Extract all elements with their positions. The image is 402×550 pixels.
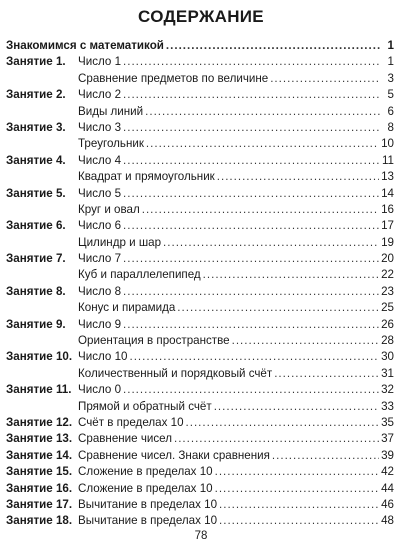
toc-entry [6, 481, 394, 497]
entry-title: Сравнение чисел. Знаки сравнения [78, 448, 270, 462]
lesson-number: Занятие 15. [6, 465, 73, 479]
lesson-number: Занятие 10. [6, 350, 73, 364]
dot-leader [145, 104, 380, 120]
entry-title: Число 1 [78, 55, 122, 69]
entry-line [78, 169, 394, 185]
dot-leader [123, 87, 380, 103]
entry-page-number: 32 [381, 383, 394, 397]
dot-leader [219, 513, 379, 529]
entry-line [78, 415, 394, 431]
dot-leader [123, 120, 380, 136]
dot-leader [270, 71, 380, 87]
entry-page-number: 10 [381, 137, 394, 151]
entry-title: Число 10 [78, 350, 128, 364]
lesson-number: Занятие 4. [6, 153, 66, 167]
toc-entry [6, 317, 394, 333]
entry-line [78, 136, 394, 152]
entry-page-number: 16 [381, 202, 394, 216]
toc-entry [6, 431, 394, 447]
entry-page-number: 44 [381, 481, 394, 495]
dot-leader [203, 267, 379, 283]
entry-line [78, 464, 394, 480]
entry-line [78, 186, 394, 202]
dot-leader [123, 317, 379, 333]
entry-page-number: 17 [381, 219, 394, 233]
dot-leader [215, 481, 380, 497]
lesson-number: Занятие 1. [6, 55, 66, 69]
entry-title: Виды линий [78, 104, 144, 118]
lesson-number: Занятие 13. [6, 432, 73, 446]
lesson-number: Занятие 17. [6, 497, 73, 511]
toc-entry [6, 448, 394, 464]
dot-leader [186, 415, 380, 431]
entry-title: Счёт в пределах 10 [78, 415, 184, 429]
entry-title: Конус и пирамида [78, 301, 176, 315]
lesson-number: Занятие 18. [6, 514, 73, 528]
entry-line [78, 104, 394, 120]
lesson-number: Занятие 3. [6, 120, 66, 134]
entry-line [78, 218, 394, 234]
entry-title: Число 0 [78, 383, 122, 397]
toc-entry [6, 366, 394, 382]
toc-entry [6, 349, 394, 365]
dot-leader [123, 251, 379, 267]
lesson-number: Занятие 6. [6, 219, 66, 233]
lesson-number: Занятие 5. [6, 186, 66, 200]
toc-entry [6, 153, 394, 169]
lesson-number: Занятие 8. [6, 284, 66, 298]
lesson-number: Занятие 2. [6, 88, 66, 102]
dot-leader [129, 349, 379, 365]
entry-title: Вычитание в пределах 10 [78, 514, 218, 528]
entry-line [78, 120, 394, 136]
entry-title: Прямой и обратный счёт [78, 399, 212, 413]
table-of-contents [6, 38, 394, 530]
entry-title: Сравнение предметов по величине [78, 71, 269, 85]
entry-title: Треугольник [78, 137, 144, 151]
dot-leader [123, 54, 380, 70]
entry-line [78, 481, 394, 497]
dot-leader [123, 284, 379, 300]
entry-page-number: 14 [381, 186, 394, 200]
toc-entry [6, 513, 394, 529]
entry-page-number: 1 [387, 39, 394, 52]
toc-entry [6, 71, 394, 87]
entry-page-number: 5 [387, 88, 394, 102]
entry-line [78, 349, 394, 365]
entry-page-number: 28 [381, 334, 394, 348]
entry-title: Число 5 [78, 186, 122, 200]
dot-leader [215, 464, 380, 480]
entry-line [78, 431, 394, 447]
entry-line [78, 317, 394, 333]
toc-entry [6, 251, 394, 267]
toc-entry [6, 87, 394, 103]
entry-line [78, 251, 394, 267]
entry-page-number: 25 [381, 301, 394, 315]
toc-entry [6, 202, 394, 218]
dot-leader [166, 38, 380, 54]
entry-title: Число 6 [78, 219, 122, 233]
entry-title: Вычитание в пределах 10 [78, 497, 218, 511]
entry-title: Ориентация в пространстве [78, 334, 230, 348]
entry-line [78, 300, 394, 316]
dot-leader [177, 300, 379, 316]
dot-leader [272, 448, 379, 464]
entry-page-number: 48 [381, 514, 394, 528]
entry-title: Число 3 [78, 120, 122, 134]
entry-page-number: 6 [387, 104, 394, 118]
dot-leader [123, 186, 379, 202]
entry-title: Куб и параллелепипед [78, 268, 201, 282]
entry-title: Число 7 [78, 252, 122, 266]
entry-title: Круг и овал [78, 202, 140, 216]
entry-line [78, 284, 394, 300]
entry-page-number: 13 [381, 170, 394, 184]
toc-entry [6, 218, 394, 234]
dot-leader [123, 382, 379, 398]
lesson-number: Занятие 12. [6, 415, 73, 429]
dot-leader [163, 235, 379, 251]
entry-page-number: 37 [381, 432, 394, 446]
entry-line [78, 382, 394, 398]
entry-line [78, 235, 394, 251]
toc-entry [6, 38, 394, 54]
entry-page-number: 3 [387, 71, 394, 85]
dot-leader [214, 399, 379, 415]
toc-entry [6, 399, 394, 415]
dot-leader [274, 366, 379, 382]
entry-title: Цилиндр и шар [78, 235, 162, 249]
page-number: 78 [194, 530, 208, 542]
toc-entry [6, 464, 394, 480]
toc-entry [6, 169, 394, 185]
entry-page-number: 19 [381, 235, 394, 249]
dot-leader [123, 218, 379, 234]
toc-entry [6, 267, 394, 283]
entry-title: Сравнение чисел [78, 432, 172, 446]
toc-entry [6, 415, 394, 431]
entry-title: Количественный и порядковый счёт [78, 366, 273, 380]
entry-title: Число 8 [78, 284, 122, 298]
entry-line [78, 513, 394, 529]
dot-leader [217, 169, 379, 185]
entry-page-number: 23 [381, 284, 394, 298]
lesson-number: Занятие 11. [6, 383, 72, 397]
toc-entry [6, 333, 394, 349]
entry-title: Сложение в пределах 10 [78, 465, 213, 479]
page-title: СОДЕРЖАНИЕ [138, 7, 264, 26]
dot-leader [142, 202, 379, 218]
entry-line [78, 54, 394, 70]
entry-page-number: 42 [381, 465, 394, 479]
dot-leader [219, 497, 379, 513]
lesson-number: Занятие 14. [6, 448, 73, 462]
entry-line [78, 87, 394, 103]
entry-page-number: 8 [387, 120, 394, 134]
toc-entry [6, 235, 394, 251]
entry-line [78, 366, 394, 382]
toc-entry [6, 300, 394, 316]
lesson-number: Занятие 9. [6, 317, 66, 331]
toc-entry [6, 136, 394, 152]
entry-line [78, 71, 394, 87]
entry-title: Знакомимся с математикой [6, 39, 164, 52]
toc-entry [6, 186, 394, 202]
entry-line [78, 202, 394, 218]
entry-page-number: 33 [381, 399, 394, 413]
entry-page-number: 31 [381, 366, 394, 380]
dot-leader [232, 333, 380, 349]
entry-line [78, 153, 394, 169]
lesson-number: Занятие 16. [6, 481, 73, 495]
entry-title: Число 4 [78, 153, 122, 167]
entry-line [78, 448, 394, 464]
lesson-number: Занятие 7. [6, 252, 66, 266]
entry-page-number: 30 [381, 350, 394, 364]
entry-page-number: 11 [381, 153, 394, 167]
dot-leader [174, 431, 379, 447]
entry-page-number: 39 [381, 448, 394, 462]
toc-entry [6, 120, 394, 136]
toc-entry [6, 284, 394, 300]
entry-page-number: 46 [381, 497, 394, 511]
toc-entry [6, 54, 394, 70]
toc-entry [6, 104, 394, 120]
entry-page-number: 22 [381, 268, 394, 282]
entry-line [6, 38, 394, 54]
toc-entry [6, 497, 394, 513]
entry-title: Сложение в пределах 10 [78, 481, 213, 495]
entry-title: Число 9 [78, 317, 122, 331]
entry-line [78, 399, 394, 415]
entry-page-number: 35 [381, 415, 394, 429]
dot-leader [123, 153, 380, 169]
dot-leader [146, 136, 379, 152]
entry-line [78, 267, 394, 283]
entry-page-number: 26 [381, 317, 394, 331]
entry-title: Число 2 [78, 88, 122, 102]
entry-title: Квадрат и прямоугольник [78, 170, 215, 184]
entry-line [78, 333, 394, 349]
toc-entry [6, 382, 394, 398]
entry-line [78, 497, 394, 513]
entry-page-number: 1 [387, 55, 394, 69]
entry-page-number: 20 [381, 252, 394, 266]
